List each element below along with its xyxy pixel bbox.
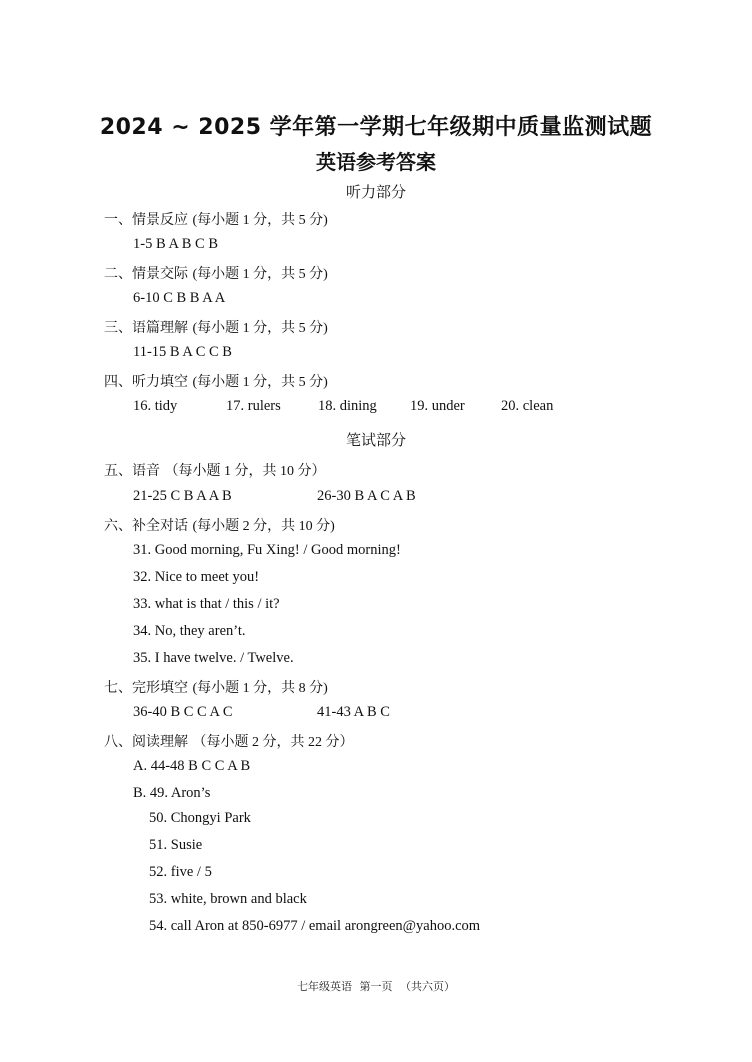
section-score: (每小题 1 分，共 5 分) <box>192 267 328 282</box>
answer-line: 41-43 A B C <box>317 704 390 720</box>
answer-item: 17. rulers <box>226 398 281 414</box>
answer-line: 26-30 B A C A B <box>317 488 416 504</box>
answer-line: 52. five / 5 <box>149 864 212 880</box>
answer-line: A. 44-48 B C C A B <box>133 758 251 774</box>
writing-part-heading: 笔试部分 <box>345 431 406 449</box>
answer-line: 34. No, they aren’t. <box>133 623 246 639</box>
section-name: 五、语音 <box>104 463 160 479</box>
section-name: 二、情景交际 <box>104 266 188 282</box>
section-heading-8 <box>104 731 353 751</box>
section-heading-4 <box>104 371 328 391</box>
section-name: 六、补全对话 <box>104 518 188 534</box>
answer-line: 31. Good morning, Fu Xing! / Good morning! <box>133 542 401 558</box>
section-heading-1 <box>104 209 328 229</box>
answer-line: 51. Susie <box>149 837 203 853</box>
section-name: 三、语篇理解 <box>104 320 188 336</box>
section-score: (每小题 1 分，共 5 分) <box>192 213 328 228</box>
page-footer: 七年级英语 第一页 （共六页） <box>297 980 455 993</box>
answer-line: 11-15 B A C C B <box>133 344 232 360</box>
section-heading-3 <box>104 317 328 337</box>
page-subtitle: 英语参考答案 <box>316 150 436 174</box>
section-score: (每小题 1 分，共 5 分) <box>192 321 328 336</box>
answer-line: 33. what is that / this / it? <box>133 596 280 612</box>
page-title: 2024 ~ 2025 学年第一学期七年级期中质量监测试题 <box>99 115 653 140</box>
answer-line: 53. white, brown and black <box>149 891 307 907</box>
answer-line: B. 49. Aron’s <box>133 785 211 801</box>
answer-item: 20. clean <box>501 398 554 414</box>
answer-line: 1-5 B A B C B <box>133 236 219 252</box>
answer-line: 54. call Aron at 850-6977 / email arongreen@yahoo.com <box>149 918 481 934</box>
section-name: 八、阅读理解 <box>104 734 188 750</box>
section-score: (每小题 1 分，共 8 分) <box>192 681 328 696</box>
answer-line: 21-25 C B A A B <box>133 488 232 504</box>
section-name: 七、完形填空 <box>104 680 188 696</box>
section-name: 四、听力填空 <box>104 374 188 390</box>
section-heading-2 <box>104 263 328 283</box>
answer-item: 18. dining <box>318 398 377 414</box>
section-heading-7 <box>104 677 328 697</box>
section-heading-5 <box>104 460 325 480</box>
answer-line: 6-10 C B B A A <box>133 290 226 306</box>
section-score: (每小题 2 分，共 10 分) <box>192 519 335 534</box>
section-score: (每小题 1 分，共 5 分) <box>192 375 328 390</box>
section-score: （每小题 2 分，共 22 分） <box>192 735 354 750</box>
answer-item: 16. tidy <box>133 398 178 414</box>
answer-line: 50. Chongyi Park <box>149 810 251 826</box>
answer-item: 19. under <box>410 398 465 414</box>
section-heading-6 <box>104 515 335 535</box>
answer-line: 35. I have twelve. / Twelve. <box>133 650 294 666</box>
answer-line: 36-40 B C C A C <box>133 704 233 720</box>
section-name: 一、情景反应 <box>104 212 188 228</box>
answer-line: 32. Nice to meet you! <box>133 569 260 585</box>
section-score: （每小题 1 分，共 10 分） <box>164 464 326 479</box>
listening-part-heading: 听力部分 <box>345 183 406 201</box>
